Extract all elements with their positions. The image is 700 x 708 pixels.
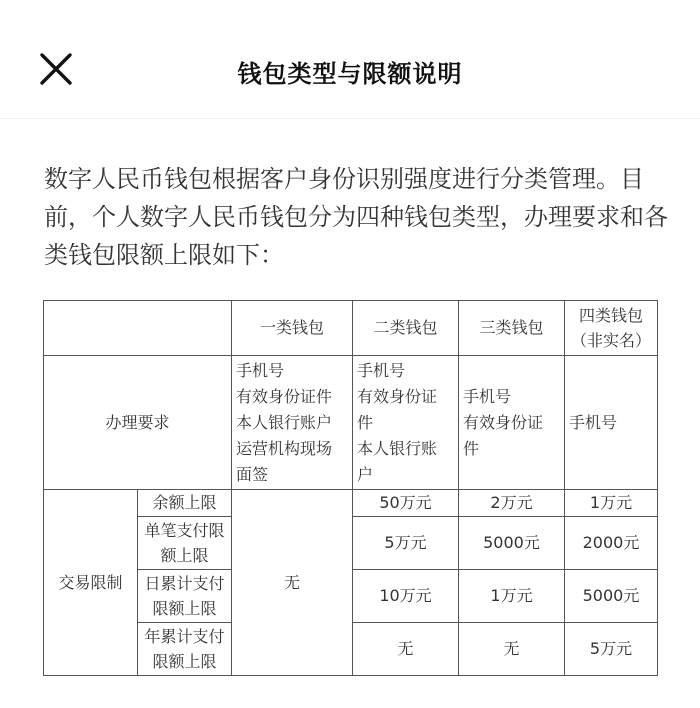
row-label-line: 限额上限	[152, 652, 217, 671]
requirements-type4	[565, 356, 658, 490]
cell-value: 1万元	[459, 570, 565, 623]
row-label: 余额上限	[138, 490, 232, 517]
column-header-type2: 二类钱包	[353, 301, 459, 356]
list-item: 有效身份证	[463, 412, 544, 432]
list-item: 面签	[236, 464, 269, 484]
requirements-type2	[353, 356, 459, 490]
requirements-type3	[459, 356, 565, 490]
intro-paragraph: 数字人民币钱包根据客户身份识别强度进行分类管理。目前，个人数字人民币钱包分为四种钱包类型，办理要求和各类钱包限额上限如下：	[44, 165, 668, 269]
cell-value: 无	[353, 623, 459, 676]
cell-value: 2000元	[565, 517, 658, 570]
cell-value: 10万元	[353, 570, 459, 623]
list-item: 本人银行账户	[236, 412, 333, 432]
cell-value: 5000元	[565, 570, 658, 623]
page-header	[0, 0, 700, 119]
requirements-row	[44, 356, 658, 490]
list-item: 件	[357, 412, 374, 432]
list-item: 手机号	[236, 360, 285, 380]
row-label-line: 日累计支付	[144, 574, 225, 593]
row-label	[138, 517, 232, 570]
list-item: 本人银行账	[357, 438, 438, 458]
row-label	[138, 570, 232, 623]
cell-value: 2万元	[459, 490, 565, 517]
row-label	[138, 623, 232, 676]
row-label-line: 单笔支付限	[144, 521, 225, 540]
table-row	[44, 490, 658, 517]
list-item: 件	[463, 438, 480, 458]
list-item: 运营机构现场	[236, 438, 333, 458]
cell-value: 1万元	[565, 490, 658, 517]
list-item: 有效身份证件	[236, 386, 333, 406]
row-label-line: 额上限	[160, 546, 209, 565]
page-title: 钱包类型与限额说明	[237, 60, 463, 88]
row-label-line: 年累计支付	[144, 627, 225, 646]
column-header-type3: 三类钱包	[459, 301, 565, 356]
header-empty-cell	[44, 301, 232, 356]
cell-value: 5万元	[353, 517, 459, 570]
list-item: 户	[357, 464, 374, 484]
column-header-type1: 一类钱包	[232, 301, 353, 356]
cell-value: 50万元	[353, 490, 459, 517]
wallet-limits-table	[43, 300, 658, 676]
type1-limit-value: 无	[232, 490, 353, 676]
column-header-type4-line1: 四类钱包	[578, 306, 643, 325]
limits-label: 交易限制	[44, 490, 138, 676]
table-header-row	[44, 301, 658, 356]
requirements-label: 办理要求	[44, 356, 232, 490]
requirements-type1	[232, 356, 353, 490]
list-item: 有效身份证	[357, 386, 438, 406]
list-item: 手机号	[569, 412, 618, 432]
cell-value: 5000元	[459, 517, 565, 570]
intro-text	[44, 160, 674, 274]
column-header-type4-line2: （非实名）	[570, 331, 651, 350]
cell-value: 5万元	[565, 623, 658, 676]
cell-value: 无	[459, 623, 565, 676]
list-item: 手机号	[357, 360, 406, 380]
column-header-type4	[565, 301, 658, 356]
row-label-line: 限额上限	[152, 599, 217, 618]
list-item: 手机号	[463, 386, 512, 406]
